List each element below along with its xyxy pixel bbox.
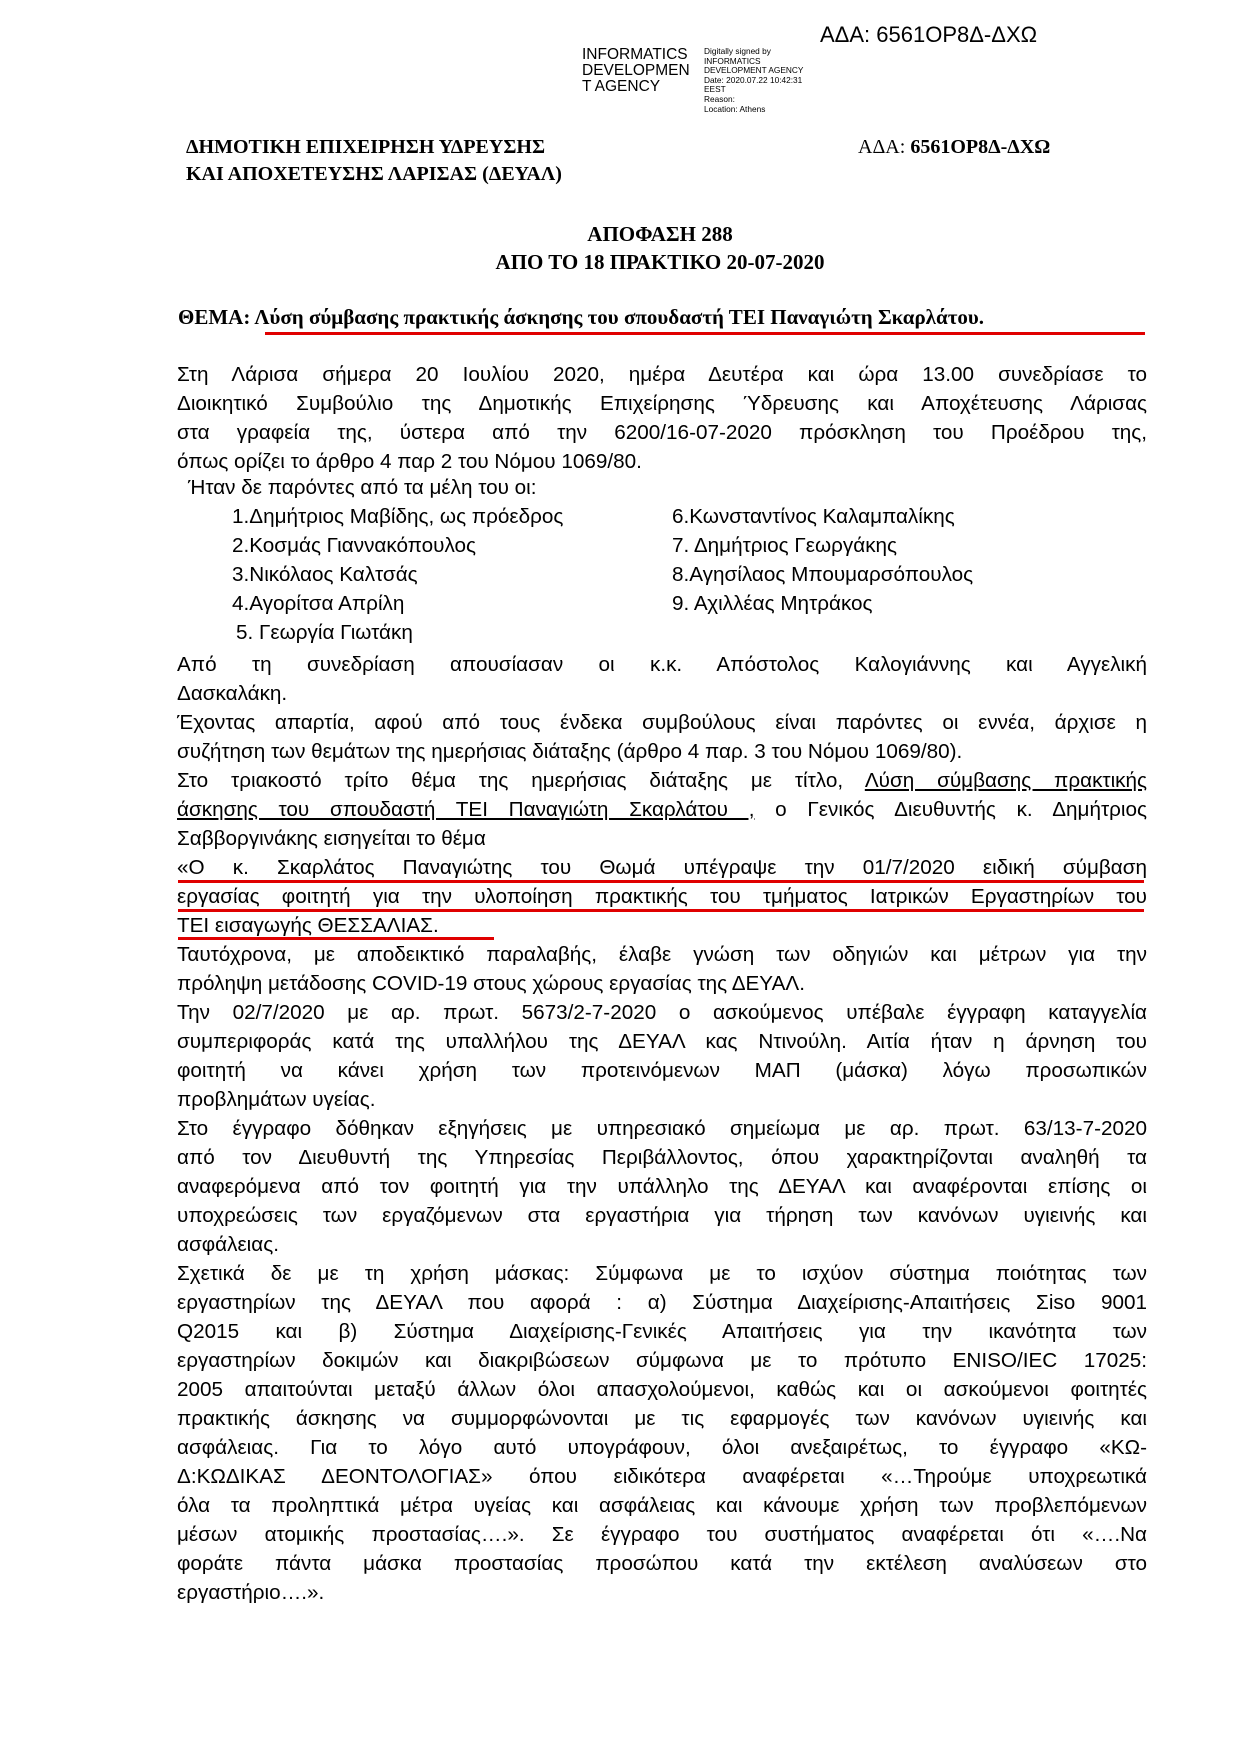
signer-name-line: DEVELOPMEN — [582, 62, 690, 79]
signature-detail-line: Location: Athens — [704, 103, 766, 114]
agenda-paragraph — [177, 766, 1147, 853]
member-item: 9. Αχιλλέας Μητράκος — [672, 592, 873, 615]
member-item: 5. Γεωργία Γιωτάκη — [236, 621, 413, 644]
text-line: φοιτητή να κάνει χρήση των προτεινόμενων ΜΑΠ (μάσκα) λόγω προσωπικών — [177, 1059, 1147, 1082]
complaint-paragraph — [177, 998, 1147, 1114]
text-line: πρακτικής άσκησης να συμμορφώνονται με τις εφαρμογές των κανόνων υγιεινής και — [177, 1407, 1147, 1430]
quorum-paragraph — [177, 708, 1147, 766]
text-line: Στη Λάρισα σήμερα 20 Ιουλίου 2020, ημέρα Δευτέρα και ώρα 13.00 συνεδρίασε το — [177, 363, 1147, 386]
text-line: από τον Διευθυντή της Υπηρεσίας Περιβάλλοντος, όπου χαρακτηρίζονται αναληθή τα — [177, 1146, 1147, 1169]
signature-detail-line: Reason: — [704, 93, 735, 104]
member-item: 3.Νικόλαος Καλτσάς — [232, 563, 418, 586]
agenda-title-underlined: άσκησης του σπουδαστή ΤΕΙ Παναγιώτη Σκαρλάτου , — [177, 798, 755, 821]
text-line: Σχετικά δε με τη χρήση μάσκας: Σύμφωνα με το ισχύον σύστημα ποιότητας των — [177, 1262, 1147, 1285]
quote-red-underline — [178, 909, 1144, 912]
text-line: εργασίας φοιτητή για την υλοποίηση πρακτικής του τμήματος Ιατρικών Εργαστηρίων του — [177, 885, 1147, 908]
agenda-intro: Στο τριακοστό τρίτο θέμα της ημερήσιας διάταξης με τίτλο, — [177, 769, 865, 792]
text-line: πρόληψη μετάδοσης COVID-19 στους χώρους εργασίας της ΔΕΥΑΛ. — [177, 972, 805, 995]
text-line — [177, 766, 1147, 795]
ada-top-label: ΑΔΑ: 6561ΟΡ8Δ-ΔΧΩ — [820, 22, 1038, 47]
signature-detail-line: Date: 2020.07.22 10:42:31 — [704, 74, 803, 85]
present-intro: Ήταν δε παρόντες από τα μέλη του οι: — [188, 476, 537, 499]
member-item: 6.Κωνσταντίνος Καλαμπαλίκης — [672, 505, 955, 528]
text-line: εργαστηρίων της ΔΕΥΑΛ που αφορά : α) Σύστημα Διαχείρισης-Απαιτήσεις Σiso 9001 — [177, 1291, 1147, 1314]
text-line: Στο έγγραφο δόθηκαν εξηγήσεις με υπηρεσιακό σημείωμα με αρ. πρωτ. 63/13-7-2020 — [177, 1117, 1147, 1140]
subject-label: ΘΕΜΑ: — [178, 305, 251, 329]
ada-code: 6561ΟΡ8Δ-ΔΧΩ — [910, 136, 1051, 158]
agenda-title-underlined: Λύση σύμβασης πρακτικής — [864, 769, 1147, 792]
signer-name-line: T AGENCY — [582, 78, 661, 95]
memo-paragraph — [177, 1114, 1147, 1259]
decision-title: ΑΠΟΦΑΣΗ 288 — [587, 222, 733, 246]
text-line: Την 02/7/2020 με αρ. πρωτ. 5673/2-7-2020 ο ασκούμενος υπέβαλε έγγραφη καταγγελία — [177, 1001, 1147, 1024]
quote-paragraph — [177, 853, 1147, 940]
member-item: 4.Αγορίτσα Απρίλη — [232, 592, 405, 615]
covid-paragraph — [177, 940, 1147, 998]
signer-name — [582, 47, 697, 95]
signature-details — [704, 47, 824, 114]
signature-detail-line: EEST — [704, 84, 726, 95]
text-line: Δασκαλάκη. — [177, 682, 288, 705]
signature-detail-line: Digitally signed by — [704, 46, 771, 56]
text-line: όπως ορίζει το άρθρο 4 παρ 2 του Νόμου 1069/80. — [177, 450, 642, 473]
organization-name-line1: ΔΗΜΟΤΙΚΗ ΕΠΙΧΕΙΡΗΣΗ ΥΔΡΕΥΣΗΣ — [186, 136, 546, 158]
ada-header — [858, 136, 1050, 159]
text-line: συμπεριφοράς κατά της υπαλλήλου της ΔΕΥΑΛ κας Ντινούλη. Αιτία ήταν η άρνηση του — [177, 1030, 1147, 1053]
text-line: όλα τα προληπτικά μέτρα υγείας και ασφάλειας και κάνουμε χρήση των προβλεπόμενων — [177, 1494, 1147, 1517]
subject-red-underline — [265, 332, 1145, 335]
subject-text: Λύση σύμβασης πρακτικής άσκησης του σπουδαστή ΤΕΙ Παναγιώτη Σκαρλάτου. — [250, 305, 985, 329]
text-line: συζήτηση των θεμάτων της ημερήσιας διάταξης (άρθρο 4 παρ. 3 του Νόμου 1069/80). — [177, 740, 963, 763]
text-line: Έχοντας απαρτία, αφού από τους ένδεκα συμβούλους είναι παρόντες οι εννέα, άρχισε η — [177, 711, 1147, 734]
signer-name-line: INFORMATICS — [582, 46, 688, 63]
text-line: στα γραφεία της, ύστερα από την 6200/16-07-2020 πρόσκληση του Προέδρου της, — [177, 421, 1147, 444]
member-item: 8.Αγησίλαος Μπουμαρσόπουλος — [672, 563, 974, 586]
organization-name-line2: ΚΑΙ ΑΠΟΧΕΤΕΥΣΗΣ ΛΑΡΙΣΑΣ (ΔΕΥΑΛ) — [186, 163, 562, 185]
text-line: Από τη συνεδρίαση απουσίασαν οι κ.κ. Απόστολος Καλογιάννης και Αγγελική — [177, 653, 1147, 676]
text-line: εργαστηρίων δοκιμών και διακριβώσεων σύμφωνα με το πρότυπο ENISO/IEC 17025: — [177, 1349, 1147, 1372]
text-line: υποχρεώσεις των εργαζόμενων στα εργαστήρια για τήρηση των κανόνων υγιεινής και — [177, 1204, 1147, 1227]
text-line: Διοικητικό Συμβούλιο της Δημοτικής Επιχείρησης Ύδρευσης και Αποχέτευσης Λάρισας — [177, 392, 1147, 415]
subject-line — [178, 305, 984, 330]
member-item: 2.Κοσμάς Γιαννακόπουλος — [232, 534, 476, 557]
text-line: «Ο κ. Σκαρλάτος Παναγιώτης του Θωμά υπέγραψε την 01/7/2020 ειδική σύμβαση — [177, 856, 1147, 879]
text-line: φοράτε πάντα μάσκα προστασίας προσώπου κατά την εκτέλεση αναλύσεων στο — [177, 1552, 1147, 1575]
text-line: Δ:ΚΩΔΙΚΑΣ ΔΕΟΝΤΟΛΟΓΙΑΣ» όπου ειδικότερα αναφέρεται «…Τηρούμε υποχρεωτικά — [177, 1465, 1147, 1488]
signature-detail-line: INFORMATICS — [704, 55, 761, 66]
text-line: Q2015 και β) Σύστημα Διαχείρισης-Γενικές Απαιτήσεις για την ικανότητα των — [177, 1320, 1147, 1343]
intro-paragraph — [177, 360, 1147, 476]
member-item: 1.Δημήτριος Μαβίδης, ως πρόεδρος — [232, 505, 564, 528]
text-line: αναφερόμενα από τον φοιτητή για την υπάλληλο της ΔΕΥΑΛ και αναφέρονται επίσης οι — [177, 1175, 1147, 1198]
text-line: Σαββοργινάκης εισηγείται το θέμα — [177, 827, 486, 850]
text-line: ασφάλειας. — [177, 1233, 279, 1256]
text-line: ΤΕΙ εισαγωγής ΘΕΣΣΑΛΙΑΣ. — [177, 914, 439, 937]
member-item: 7. Δημήτριος Γεωργάκης — [672, 534, 898, 557]
minutes-subtitle: ΑΠΟ ΤΟ 18 ΠΡΑΚΤΙΚΟ 20-07-2020 — [495, 250, 825, 274]
ada-label: ΑΔΑ: — [858, 136, 911, 158]
absent-paragraph — [177, 650, 1147, 708]
text-line: Ταυτόχρονα, με αποδεικτικό παραλαβής, έλαβε γνώση των οδηγιών και μέτρων για την — [177, 943, 1147, 966]
text-line: εργαστήριο….». — [177, 1581, 325, 1604]
text-line: 2005 απαιτούνται μεταξύ άλλων όλοι απασχολούμενοι, καθώς και οι ασκούμενοι φοιτητές — [177, 1378, 1147, 1401]
text-line: ασφάλειας. Για το λόγο αυτό υπογράφουν, όλοι ανεξαιρέτως, το έγγραφο «ΚΩ- — [177, 1436, 1147, 1459]
quote-red-underline — [178, 880, 1144, 883]
text-line — [177, 795, 1147, 824]
mask-paragraph — [177, 1259, 1147, 1607]
text-line: μέσων ατομικής προστασίας….». Σε έγγραφο του συστήματος αναφέρεται ότι «….Να — [177, 1523, 1147, 1546]
text-line: προβλημάτων υγείας. — [177, 1088, 376, 1111]
signature-detail-line: DEVELOPMENT AGENCY — [704, 65, 804, 76]
agenda-rapporteur: ο Γενικός Διευθυντής κ. Δημήτριος — [754, 798, 1147, 821]
